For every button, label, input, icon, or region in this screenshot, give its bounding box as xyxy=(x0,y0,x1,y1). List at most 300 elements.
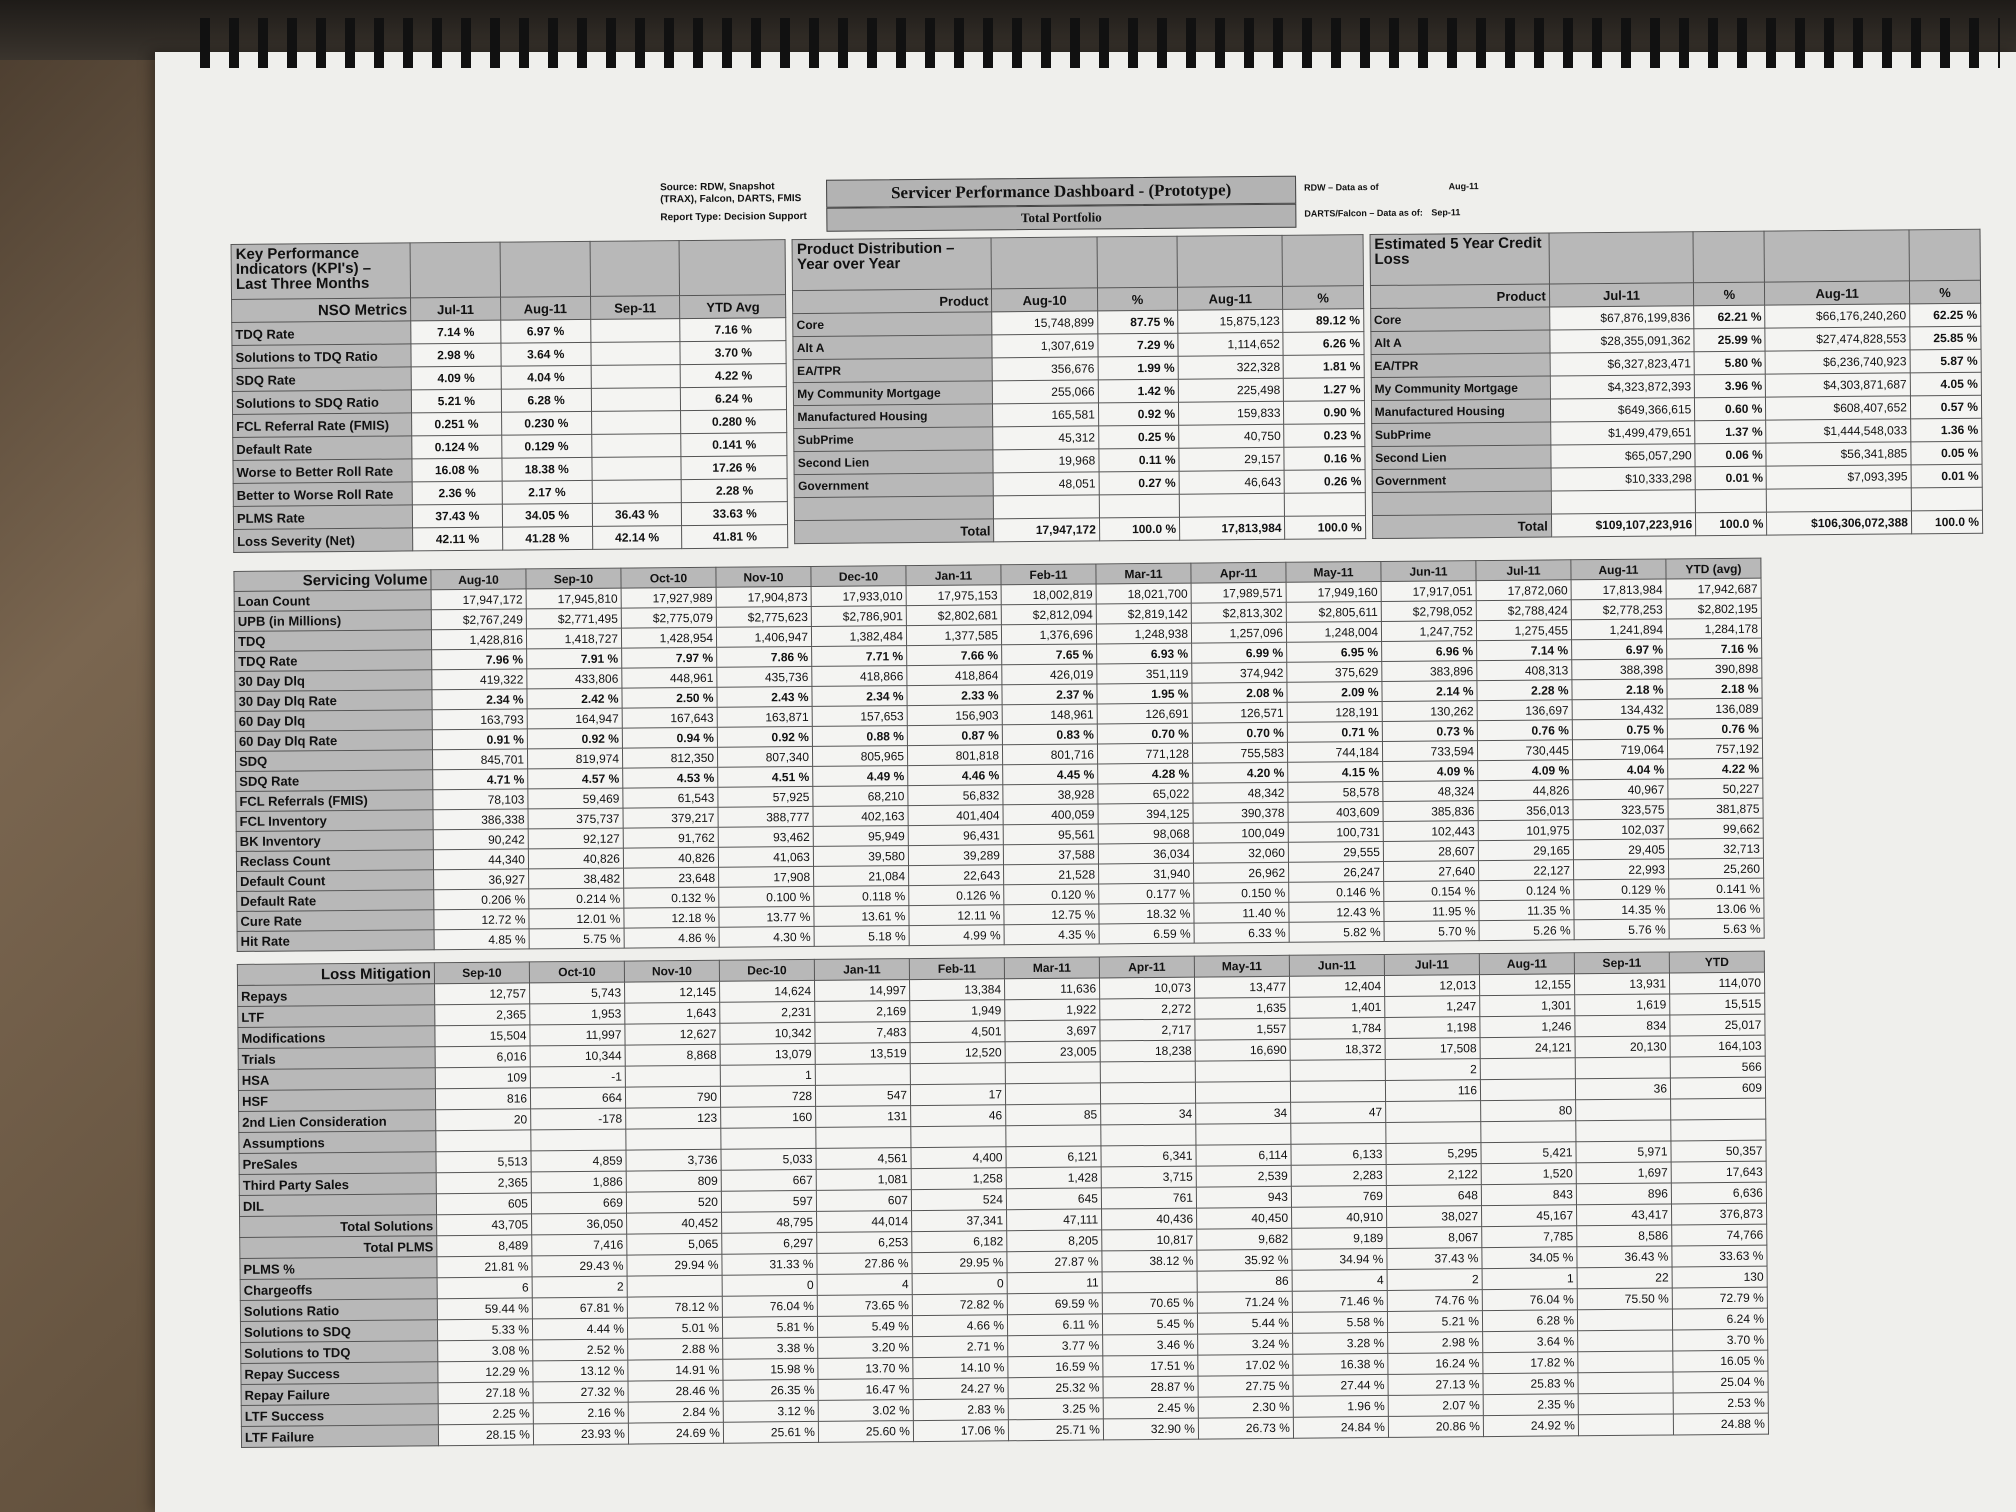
loss_mitigation-value: 7,785 xyxy=(1482,1226,1577,1248)
loss_mitigation-value: 1,081 xyxy=(816,1169,911,1191)
servicing_volume-value: 7.16 % xyxy=(1667,638,1762,659)
servicing_volume-row-label: Default Rate xyxy=(237,890,434,912)
servicing_volume-value: 1.95 % xyxy=(1097,683,1192,704)
credit_loss-value: 62.25 % xyxy=(1910,303,1981,327)
servicing_volume-value: 37,588 xyxy=(1003,844,1098,865)
credit_loss-value: $27,474,828,553 xyxy=(1765,327,1910,351)
servicing_volume-value: 100,731 xyxy=(1288,821,1383,842)
servicing_volume-value: 29,405 xyxy=(1573,839,1668,860)
servicing_volume-value: 1,241,894 xyxy=(1571,619,1666,640)
product_dist-row-label: Alt A xyxy=(793,335,992,360)
loss_mitigation-value: 15,504 xyxy=(435,1025,530,1047)
loss_mitigation-column-header: Apr-11 xyxy=(1099,956,1194,978)
loss_mitigation-value: 547 xyxy=(815,1085,910,1107)
servicing_volume-value: 29,555 xyxy=(1288,841,1383,862)
servicing_volume-value: 2.34 % xyxy=(432,689,527,710)
loss_mitigation-value: 6,253 xyxy=(817,1232,912,1254)
loss_mitigation-value: 17.02 % xyxy=(1198,1354,1293,1376)
product_dist-value: 0.11 % xyxy=(1099,448,1179,472)
loss_mitigation-value: 16.05 % xyxy=(1673,1350,1768,1372)
loss_mitigation-value: 896 xyxy=(1576,1183,1671,1205)
loss_mitigation-row-label: Repay Success xyxy=(241,1362,438,1385)
servicing_volume-value: 356,013 xyxy=(1478,800,1573,821)
loss_mitigation-value: 2.35 % xyxy=(1483,1394,1578,1416)
loss_mitigation-value: 669 xyxy=(531,1192,626,1214)
loss_mitigation-value: 10,073 xyxy=(1099,977,1194,999)
servicing_volume-value: 4.04 % xyxy=(1573,759,1668,780)
loss_mitigation-value xyxy=(436,1130,531,1152)
servicing_volume-value: 99,662 xyxy=(1668,818,1763,839)
kpi-value: 18.38 % xyxy=(502,457,592,481)
kpi-value xyxy=(590,319,680,343)
credit_loss-value: $28,355,091,362 xyxy=(1550,329,1695,353)
loss_mitigation-value: 69.59 % xyxy=(1007,1293,1102,1315)
credit_loss-value: 1.37 % xyxy=(1695,420,1766,444)
servicing_volume-value: 390,898 xyxy=(1667,658,1762,679)
servicing_volume-value: 448,961 xyxy=(622,667,717,688)
loss_mitigation-value: 18,372 xyxy=(1290,1038,1385,1060)
servicing_volume-value: 388,398 xyxy=(1572,659,1667,680)
loss_mitigation-value: 3.46 % xyxy=(1103,1334,1198,1356)
servicing_volume-value: 48,324 xyxy=(1383,781,1478,802)
servicing_volume-value: 401,404 xyxy=(908,805,1003,826)
servicing_volume-value: 2.33 % xyxy=(907,685,1002,706)
servicing_volume-value: 59,469 xyxy=(528,788,623,809)
servicing_volume-value: $2,805,611 xyxy=(1286,601,1381,622)
servicing_volume-value: 40,826 xyxy=(623,847,718,868)
loss_mitigation-value: 59.44 % xyxy=(437,1298,532,1320)
product_dist-value: 0.16 % xyxy=(1284,447,1364,471)
loss_mitigation-value: 1,886 xyxy=(531,1171,626,1193)
loss_mitigation-value: 25.71 % xyxy=(1008,1419,1103,1441)
servicing_volume-row-label: Default Count xyxy=(237,870,434,892)
servicing_volume-value: 2.37 % xyxy=(1002,684,1097,705)
product_dist-value: 1,307,619 xyxy=(992,334,1098,358)
servicing_volume-column-header: Jul-11 xyxy=(1476,560,1571,581)
darts-as-of: DARTS/Falcon – Data as of: Sep-11 xyxy=(1304,207,1461,219)
credit_loss-row-label: SubPrime xyxy=(1371,422,1550,447)
product_dist-value: 0.26 % xyxy=(1285,470,1365,494)
credit_loss-total-value: $106,306,072,388 xyxy=(1767,511,1912,535)
servicing_volume-value: 58,578 xyxy=(1288,781,1383,802)
servicing_volume-value: 1,247,752 xyxy=(1381,621,1476,642)
loss_mitigation-value: 3,736 xyxy=(626,1149,721,1171)
servicing_volume-column-header: Jun-11 xyxy=(1381,561,1476,582)
product_dist-value: 48,051 xyxy=(993,472,1099,496)
loss_mitigation-value: 27.75 % xyxy=(1198,1375,1293,1397)
servicing_volume-value: 0.124 % xyxy=(1479,880,1574,901)
servicing_volume-value: 44,340 xyxy=(433,849,528,870)
servicing_volume-value: 2.18 % xyxy=(1667,678,1762,699)
credit_loss-total-label: Total xyxy=(1372,514,1551,539)
servicing_volume-row-label: FCL Referrals (FMIS) xyxy=(236,790,433,812)
loss_mitigation-value: 8,067 xyxy=(1387,1227,1482,1249)
product_dist-total-value: 100.0 % xyxy=(1285,516,1365,540)
kpi-value: 4.04 % xyxy=(501,365,591,389)
loss_mitigation-row-label: LTF Failure xyxy=(241,1425,438,1448)
servicing_volume-value: 4.09 % xyxy=(1478,760,1573,781)
product_dist-total-row xyxy=(795,516,1366,544)
servicing_volume-value: 0.75 % xyxy=(1572,719,1667,740)
kpi-value xyxy=(591,388,681,412)
loss_mitigation-value: 16.59 % xyxy=(1008,1356,1103,1378)
loss_mitigation-value: 2.71 % xyxy=(913,1336,1008,1358)
loss_mitigation-column-header: Jan-11 xyxy=(814,959,909,981)
loss_mitigation-value: 16,690 xyxy=(1195,1039,1290,1061)
servicing_volume-value: 1,284,178 xyxy=(1666,618,1761,639)
servicing_volume-value: 22,993 xyxy=(1573,859,1668,880)
product_dist-value: 1,114,652 xyxy=(1178,332,1284,356)
servicing_volume-value: $2,775,623 xyxy=(716,606,811,627)
loss_mitigation-value: 29.43 % xyxy=(532,1255,627,1277)
loss_mitigation-value: 843 xyxy=(1481,1184,1576,1206)
servicing_volume-value: 11.95 % xyxy=(1384,901,1479,922)
servicing_volume-value: 17,813,984 xyxy=(1571,579,1666,600)
spiral-binding xyxy=(200,18,2000,68)
servicing_volume-value: 12.43 % xyxy=(1289,901,1384,922)
loss_mitigation-value xyxy=(1006,1125,1101,1147)
loss_mitigation-value: 645 xyxy=(1006,1188,1101,1210)
servicing_volume-value: 807,340 xyxy=(717,746,812,767)
loss_mitigation-value: 4.44 % xyxy=(532,1318,627,1340)
servicing_volume-value: 148,961 xyxy=(1002,704,1097,725)
servicing_volume-value: 0.92 % xyxy=(527,728,622,749)
credit_loss-blank-cell xyxy=(1372,491,1551,516)
loss_mitigation-value: 17.82 % xyxy=(1483,1352,1578,1374)
loss_mitigation-value: 50,357 xyxy=(1671,1140,1766,1162)
servicing_volume-value: 61,543 xyxy=(623,787,718,808)
servicing_volume-value: 7.86 % xyxy=(717,646,812,667)
servicing_volume-value: 0.91 % xyxy=(432,729,527,750)
credit_loss-value: $649,366,615 xyxy=(1550,398,1695,422)
servicing_volume-value: 31,940 xyxy=(1099,863,1194,884)
loss_mitigation-value: 45,167 xyxy=(1481,1205,1576,1227)
loss_mitigation-value xyxy=(1578,1351,1673,1373)
loss_mitigation-value: 130 xyxy=(1672,1266,1767,1288)
servicing_volume-value: 6.59 % xyxy=(1099,923,1194,944)
servicing_volume-value: $2,778,253 xyxy=(1571,599,1666,620)
servicing_volume-value: 719,064 xyxy=(1572,739,1667,760)
servicing_volume-value: 17,927,989 xyxy=(621,587,716,608)
loss_mitigation-row-label: Trials xyxy=(238,1047,435,1070)
servicing_volume-column-header: YTD (avg) xyxy=(1666,558,1761,579)
servicing_volume-value: 7.97 % xyxy=(622,647,717,668)
loss_mitigation-value: 116 xyxy=(1385,1080,1480,1102)
loss_mitigation-value: 78.12 % xyxy=(627,1296,722,1318)
servicing_volume-value: 0.70 % xyxy=(1097,723,1192,744)
loss_mitigation-value: 43,417 xyxy=(1576,1204,1671,1226)
loss_mitigation-column-header: Aug-11 xyxy=(1479,953,1574,975)
loss_mitigation-value: 3.02 % xyxy=(818,1400,913,1422)
loss_mitigation-value xyxy=(816,1127,911,1149)
kpi-row-label: Default Rate xyxy=(233,436,412,461)
servicing_volume-value: 1,382,484 xyxy=(811,626,906,647)
loss_mitigation-value: 5.58 % xyxy=(1292,1311,1387,1333)
product_dist-header-blank xyxy=(991,237,1097,289)
loss_mitigation-value xyxy=(815,1064,910,1086)
loss_mitigation-value: 605 xyxy=(436,1193,531,1215)
servicing_volume-value: 4.09 % xyxy=(1383,761,1478,782)
loss_mitigation-value: 72.82 % xyxy=(912,1294,1007,1316)
credit_loss-value: $10,333,298 xyxy=(1551,467,1696,491)
loss_mitigation-value: 3.64 % xyxy=(1483,1331,1578,1353)
servicing_volume-value: 130,262 xyxy=(1382,701,1477,722)
servicing_volume-value: 375,629 xyxy=(1287,661,1382,682)
loss_mitigation-value xyxy=(1578,1393,1673,1415)
loss_mitigation-value: 3.20 % xyxy=(818,1337,913,1359)
kpi-row-label: Better to Worse Roll Rate xyxy=(233,482,412,507)
loss_mitigation-value xyxy=(1480,1058,1575,1080)
servicing_volume-value: 1,428,816 xyxy=(431,629,526,650)
servicing_volume-value: $2,802,681 xyxy=(906,605,1001,626)
loss_mitigation-column-header: Sep-11 xyxy=(1574,952,1669,974)
servicing_volume-value: 390,378 xyxy=(1193,802,1288,823)
loss_mitigation-value: 2.53 % xyxy=(1673,1392,1768,1414)
servicing_volume-value: 134,432 xyxy=(1572,699,1667,720)
servicing_volume-row-label: BK Inventory xyxy=(236,830,433,852)
loss_mitigation-value: 28.87 % xyxy=(1103,1376,1198,1398)
kpi-value xyxy=(591,365,681,389)
product_dist-total-value: 100.0 % xyxy=(1099,517,1179,541)
loss_mitigation-value: 12,013 xyxy=(1384,975,1479,997)
loss_mitigation-row-label: Modifications xyxy=(238,1026,435,1049)
servicing_volume-value: 0.177 % xyxy=(1099,883,1194,904)
product_dist-row-label: Second Lien xyxy=(794,450,993,475)
loss_mitigation-value: 13,384 xyxy=(910,979,1005,1001)
loss_mitigation-value: 12,155 xyxy=(1479,974,1574,996)
loss_mitigation-value: 25.83 % xyxy=(1483,1373,1578,1395)
loss_mitigation-value: 5.49 % xyxy=(817,1316,912,1338)
servicing_volume-value: 57,925 xyxy=(718,786,813,807)
loss_mitigation-value: 13,519 xyxy=(815,1043,910,1065)
servicing_volume-value: 136,697 xyxy=(1477,700,1572,721)
servicing_volume-value: $2,798,052 xyxy=(1381,601,1476,622)
loss_mitigation-value: 12,145 xyxy=(625,981,720,1003)
loss_mitigation-value: 4 xyxy=(1292,1269,1387,1291)
product_dist-blank-cell xyxy=(994,495,1100,519)
servicing_volume-value: 36,927 xyxy=(434,869,529,890)
servicing_volume-value: 164,947 xyxy=(527,708,622,729)
credit_loss-row-label: EA/TPR xyxy=(1371,353,1550,378)
servicing_volume-value: 17,872,060 xyxy=(1476,580,1571,601)
product_dist-value: 40,750 xyxy=(1179,424,1285,448)
credit_loss-header-blank xyxy=(1693,231,1765,283)
product_dist-value: 1.42 % xyxy=(1098,379,1178,403)
kpi-column-header: Sep-11 xyxy=(590,296,680,320)
loss_mitigation-value: 1 xyxy=(1482,1268,1577,1290)
loss_mitigation-value xyxy=(1101,1124,1196,1146)
servicing_volume-value: 167,643 xyxy=(622,707,717,728)
credit_loss-total-row xyxy=(1372,510,1982,538)
credit_loss-row-label: Manufactured Housing xyxy=(1371,399,1550,424)
loss_mitigation-value: 24.88 % xyxy=(1673,1413,1768,1435)
kpi-value: 7.14 % xyxy=(411,320,501,344)
kpi-value: 4.09 % xyxy=(411,366,501,390)
credit_loss-value: $56,341,885 xyxy=(1766,442,1911,466)
loss_mitigation-value: 2,272 xyxy=(1100,998,1195,1020)
loss_mitigation-value: 31.33 % xyxy=(722,1253,817,1275)
loss_mitigation-value: 34 xyxy=(1196,1102,1291,1124)
servicing_volume-value: 12.11 % xyxy=(909,905,1004,926)
servicing_volume-value: $2,813,302 xyxy=(1191,602,1286,623)
loss_mitigation-value: 33.63 % xyxy=(1672,1245,1767,1267)
loss_mitigation-value: 27.44 % xyxy=(1293,1374,1388,1396)
loss_mitigation-value xyxy=(1578,1330,1673,1352)
credit_loss-header-blank xyxy=(1909,229,1981,281)
servicing_volume-value: 1,428,954 xyxy=(621,627,716,648)
loss_mitigation-value: 3.08 % xyxy=(438,1340,533,1362)
loss_mitigation-value: 2,283 xyxy=(1291,1164,1386,1186)
servicing_volume-value: 6.93 % xyxy=(1097,643,1192,664)
servicing_volume-value: 0.129 % xyxy=(1574,879,1669,900)
servicing_volume-value: 5.82 % xyxy=(1289,921,1384,942)
loss_mitigation-value: 6.24 % xyxy=(1672,1308,1767,1330)
kpi-value: 6.97 % xyxy=(501,319,591,343)
servicing_volume-value: 0.118 % xyxy=(814,886,909,907)
loss_mitigation-value: 34.05 % xyxy=(1482,1247,1577,1269)
loss_mitigation-value: 5.01 % xyxy=(627,1317,722,1339)
loss_mitigation-column-header: Oct-10 xyxy=(529,961,624,983)
servicing_volume-row-label: 30 Day Dlq Rate xyxy=(235,690,432,712)
servicing_volume-value: 0.70 % xyxy=(1192,722,1287,743)
loss_mitigation-value: 8,205 xyxy=(1007,1230,1102,1252)
loss_mitigation-value: 1,557 xyxy=(1195,1018,1290,1040)
credit_loss-row-label: My Community Mortgage xyxy=(1371,376,1550,401)
servicing_volume-value: 126,691 xyxy=(1097,703,1192,724)
loss_mitigation-value: 0 xyxy=(912,1273,1007,1295)
servicing_volume-value: 95,949 xyxy=(813,826,908,847)
kpi-value xyxy=(591,434,681,458)
loss_mitigation-value: 25.61 % xyxy=(723,1421,818,1443)
loss_mitigation-value: 5,513 xyxy=(436,1151,531,1173)
product_dist-value: 6.26 % xyxy=(1283,332,1363,356)
servicing_volume-value: 101,975 xyxy=(1478,820,1573,841)
loss_mitigation-value: 1 xyxy=(720,1064,815,1086)
servicing_volume-value: 126,571 xyxy=(1192,702,1287,723)
loss_mitigation-value: 6,133 xyxy=(1291,1143,1386,1165)
product_dist-blank-cell xyxy=(1285,493,1365,517)
loss_mitigation-value: 520 xyxy=(626,1191,721,1213)
servicing_volume-value: 13.06 % xyxy=(1669,898,1764,919)
loss_mitigation-value: -1 xyxy=(530,1066,625,1088)
credit_loss-value: $1,499,479,651 xyxy=(1550,421,1695,445)
loss_mitigation-value: 5.33 % xyxy=(437,1319,532,1341)
product_dist-value: 7.29 % xyxy=(1098,333,1178,357)
servicing_volume-column-header: Jan-11 xyxy=(906,565,1001,586)
servicing_volume-value: 379,217 xyxy=(623,807,718,828)
servicing_volume-column-header: Mar-11 xyxy=(1096,563,1191,584)
servicing_volume-row-label: Loan Count xyxy=(234,590,431,612)
kpi-row-label: SDQ Rate xyxy=(232,367,411,392)
kpi-value: 34.05 % xyxy=(502,503,592,527)
servicing_volume-value: 14.35 % xyxy=(1574,899,1669,920)
loss_mitigation-value: 12,520 xyxy=(910,1042,1005,1064)
servicing_volume-value: 7.65 % xyxy=(1002,644,1097,665)
loss_mitigation-value: 36.43 % xyxy=(1577,1246,1672,1268)
kpi-value xyxy=(591,411,681,435)
credit_loss-value: $65,057,290 xyxy=(1551,444,1696,468)
servicing_volume-value: 21,528 xyxy=(1004,864,1099,885)
credit_loss-value: $67,876,199,836 xyxy=(1549,306,1694,330)
loss_mitigation-row-label: PreSales xyxy=(239,1152,436,1175)
loss_mitigation-value: 25.32 % xyxy=(1008,1377,1103,1399)
loss_mitigation-value: 1,697 xyxy=(1576,1162,1671,1184)
loss_mitigation-value: 34.94 % xyxy=(1292,1248,1387,1270)
loss_mitigation-value: 4 xyxy=(817,1274,912,1296)
servicing_volume-value: 4.99 % xyxy=(909,925,1004,946)
loss_mitigation-value: 6,297 xyxy=(722,1232,817,1254)
loss_mitigation-value: 131 xyxy=(816,1106,911,1128)
loss_mitigation-row-label: Total PLMS xyxy=(240,1236,437,1259)
loss_mitigation-value: 28.15 % xyxy=(438,1424,533,1446)
servicing_volume-value: 755,583 xyxy=(1192,742,1287,763)
product_dist-value: 15,875,123 xyxy=(1178,309,1284,333)
credit_loss-value: 1.36 % xyxy=(1911,418,1982,442)
product-distribution-table xyxy=(792,234,1366,544)
servicing_volume-value: 25,260 xyxy=(1668,858,1763,879)
credit_loss-column-header: Aug-11 xyxy=(1765,281,1910,305)
loss_mitigation-value: 13.12 % xyxy=(533,1360,628,1382)
loss_mitigation-value: 2.16 % xyxy=(533,1402,628,1424)
servicing_volume-column-header: Nov-10 xyxy=(716,566,811,587)
servicing_volume-value: 435,736 xyxy=(717,666,812,687)
loss_mitigation-value: 37.43 % xyxy=(1387,1248,1482,1270)
loss_mitigation-value: 6,182 xyxy=(912,1231,1007,1253)
servicing_volume-value: 418,866 xyxy=(812,666,907,687)
servicing_volume-column-header: Aug-10 xyxy=(431,569,526,590)
loss_mitigation-value: 3.38 % xyxy=(723,1337,818,1359)
credit_loss-value: 0.57 % xyxy=(1910,395,1981,419)
product_dist-value: 19,968 xyxy=(993,449,1099,473)
loss_mitigation-value: 8,868 xyxy=(625,1044,720,1066)
kpi-value: 5.21 % xyxy=(411,389,501,413)
loss_mitigation-value: 13.70 % xyxy=(818,1358,913,1380)
loss_mitigation-title: Loss Mitigation xyxy=(237,963,434,986)
kpi-header-blank xyxy=(410,242,500,298)
servicing_volume-row-label: UPB (in Millions) xyxy=(234,610,431,632)
kpi-value: 0.124 % xyxy=(412,435,502,459)
servicing_volume-value: 95,561 xyxy=(1003,824,1098,845)
loss_mitigation-value: 40,436 xyxy=(1102,1208,1197,1230)
loss_mitigation-value: 8,586 xyxy=(1577,1225,1672,1247)
kpi-value: 0.230 % xyxy=(501,411,591,435)
kpi-value: 16.08 % xyxy=(412,458,502,482)
servicing_volume-value: $2,788,424 xyxy=(1476,600,1571,621)
loss_mitigation-value: 26.73 % xyxy=(1198,1417,1293,1439)
credit_loss-value: $608,407,652 xyxy=(1766,396,1911,420)
loss_mitigation-row-label: Total Solutions xyxy=(240,1215,437,1238)
loss_mitigation-value: 27.13 % xyxy=(1388,1374,1483,1396)
loss_mitigation-value: 27.86 % xyxy=(817,1253,912,1275)
product_dist-column-header: Aug-11 xyxy=(1177,286,1283,310)
loss_mitigation-value: 1,922 xyxy=(1005,999,1100,1021)
servicing_volume-value: 39,580 xyxy=(813,846,908,867)
servicing_volume-value: $2,771,495 xyxy=(526,608,621,629)
product_dist-column-header: Product xyxy=(793,289,992,314)
loss_mitigation-value: 160 xyxy=(721,1106,816,1128)
loss_mitigation-row-label: HSF xyxy=(238,1089,435,1112)
servicing_volume-value: 1,248,938 xyxy=(1096,623,1191,644)
loss_mitigation-value: 667 xyxy=(721,1169,816,1191)
loss_mitigation-value: 22 xyxy=(1577,1267,1672,1289)
loss_mitigation-column-header: Sep-10 xyxy=(434,962,529,984)
servicing_volume-value: 4.85 % xyxy=(434,929,529,950)
servicing_volume-column-header: Sep-10 xyxy=(526,568,621,589)
loss_mitigation-value: 1,635 xyxy=(1195,997,1290,1019)
loss_mitigation-value: 566 xyxy=(1670,1056,1765,1078)
loss_mitigation-value xyxy=(1386,1101,1481,1123)
servicing_volume-value: 17,904,873 xyxy=(716,586,811,607)
